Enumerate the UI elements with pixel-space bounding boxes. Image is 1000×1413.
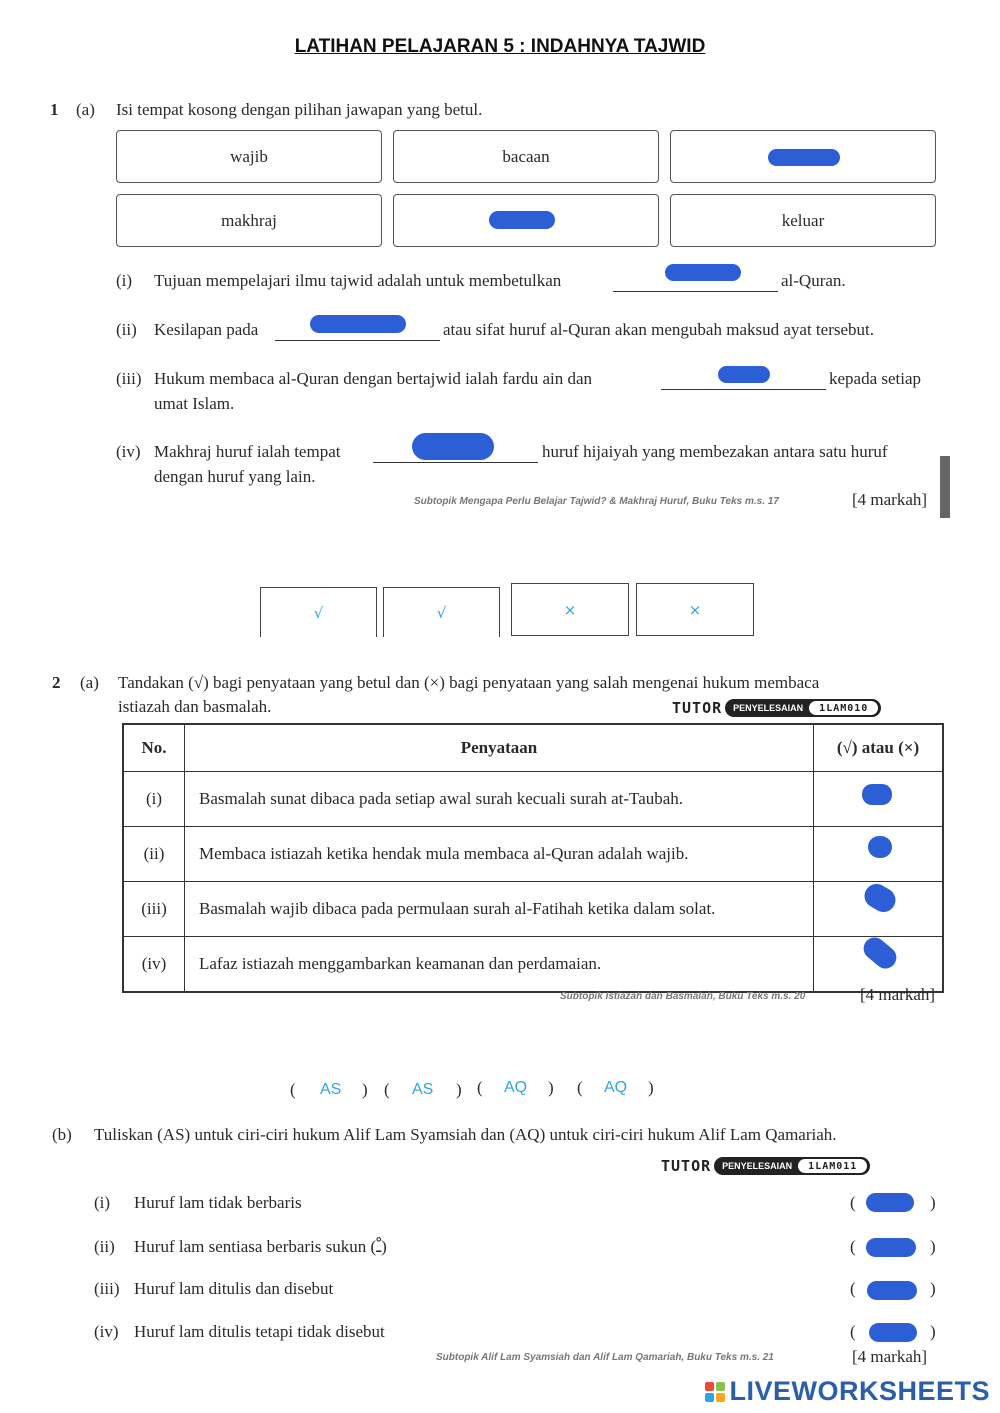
tutor-code: 1LAM010 <box>809 701 878 715</box>
q1-item-text: Makhraj huruf ialah tempat <box>154 442 341 461</box>
answer-box[interactable]: × <box>636 583 754 636</box>
option-box-makhraj[interactable] <box>116 194 382 247</box>
answer-blob <box>665 264 741 281</box>
row-number: (iii) <box>123 882 185 937</box>
header-penyataan: Penyataan <box>185 724 814 772</box>
paren-open: ( <box>850 1193 856 1212</box>
table-header-row <box>123 724 943 772</box>
q2b-item-text: Huruf lam ditulis dan disebut <box>134 1279 334 1298</box>
question-1-number: 1 <box>50 100 59 119</box>
table-row <box>123 937 943 993</box>
tutor-code: 1LAM011 <box>798 1159 867 1173</box>
option-box-bacaan[interactable] <box>393 130 659 183</box>
q1-item-text-after: atau sifat huruf al-Quran akan mengubah maksud ayat tersebut. <box>443 320 874 339</box>
row-statement: Basmalah wajib dibaca pada permulaan surah al-Fatihah ketika dalam solat. <box>185 882 814 937</box>
q2-source: Subtopik Istiazah dan Basmalah, Buku Teks m.s. 20 <box>560 991 806 1002</box>
answer-blob <box>862 784 892 805</box>
row-statement: Basmalah sunat dibaca pada setiap awal surah kecuali surah at-Taubah. <box>185 772 814 827</box>
logo-grid-icon <box>705 1382 725 1402</box>
question-1-instruction: Isi tempat kosong dengan pilihan jawapan yang betul. <box>116 100 483 119</box>
question-2b-instruction: Tuliskan (AS) untuk ciri-ciri hukum Alif Lam Syamsiah dan (AQ) untuk ciri-ciri hukum Alif Lam Qamariah. <box>94 1125 837 1144</box>
answer-box[interactable]: √ <box>260 587 377 637</box>
answer-blob[interactable] <box>866 1238 916 1257</box>
option-label: bacaan <box>502 146 550 166</box>
q1-item-text-after: huruf hijaiyah yang membezakan antara satu huruf <box>542 442 888 461</box>
table-row <box>123 772 943 827</box>
header-no: No. <box>123 724 185 772</box>
answer-blob[interactable] <box>866 1193 914 1212</box>
q1-item-text-after: al-Quran. <box>781 271 846 290</box>
tutor-pill <box>725 699 881 717</box>
answer-as-aq[interactable]: AS <box>412 1081 434 1098</box>
answer-blob <box>868 836 892 858</box>
q2b-item-number: (iv) <box>94 1322 119 1341</box>
answer-blob[interactable] <box>867 1281 917 1300</box>
tutor-word: TUTOR <box>661 1157 712 1175</box>
tutor-pill-label: PENYELESAIAN <box>733 703 804 713</box>
paren-close: ) <box>362 1080 368 1099</box>
q1-item-text-line2: umat Islam. <box>154 394 235 413</box>
answer-as-aq[interactable]: AQ <box>504 1079 528 1096</box>
row-statement: Lafaz istiazah menggambarkan keamanan dan perdamaian. <box>185 937 814 993</box>
option-box-keluar[interactable] <box>670 194 936 247</box>
q1-item-text-line2: dengan huruf yang lain. <box>154 467 316 486</box>
answer-box[interactable]: × <box>511 583 629 636</box>
answer-as-aq[interactable]: AS <box>320 1081 342 1098</box>
q2-marks: [4 markah] <box>860 985 936 1004</box>
answer-blob <box>310 315 406 333</box>
q2b-item-number: (iii) <box>94 1279 120 1298</box>
row-number: (ii) <box>123 827 185 882</box>
q1-item-number: (iv) <box>116 442 141 461</box>
option-redaction-blob <box>489 211 555 229</box>
statement-table <box>122 723 944 993</box>
q2b-marks: [4 markah] <box>852 1347 928 1366</box>
paren-open: ( <box>850 1237 856 1256</box>
paren-close: ) <box>648 1078 654 1097</box>
option-label: makhraj <box>221 210 277 230</box>
row-statement: Membaca istiazah ketika hendak mula membaca al-Quran adalah wajib. <box>185 827 814 882</box>
q2b-item-number: (ii) <box>94 1237 115 1256</box>
q1-item-text: Hukum membaca al-Quran dengan bertajwid ialah fardu ain dan <box>154 369 593 388</box>
q1-item-text: Kesilapan pada <box>154 320 259 339</box>
table-row <box>123 827 943 882</box>
q2b-item-number: (i) <box>94 1193 111 1212</box>
answer-blob[interactable] <box>869 1323 917 1342</box>
tutor-word: TUTOR <box>672 699 723 717</box>
question-1-part: (a) <box>76 100 95 119</box>
paren-close: ) <box>930 1279 936 1298</box>
option-box-wajib[interactable] <box>116 130 382 183</box>
paren-open: ( <box>850 1322 856 1341</box>
liveworksheets-logo <box>705 1376 990 1407</box>
row-number: (i) <box>123 772 185 827</box>
paren-open: ( <box>477 1078 483 1097</box>
q1-item-number: (i) <box>116 271 133 290</box>
paren-open: ( <box>384 1080 390 1099</box>
q1-item-number: (ii) <box>116 320 137 339</box>
option-label: wajib <box>230 146 268 166</box>
paren-open: ( <box>850 1279 856 1298</box>
q2b-item-text: Huruf lam sentiasa berbaris sukun (ـْ) <box>134 1237 387 1256</box>
tutor-badge <box>661 1156 870 1176</box>
row-number: (iv) <box>123 937 185 993</box>
q2b-source: Subtopik Alif Lam Syamsiah dan Alif Lam Qamariah, Buku Teks m.s. 21 <box>436 1352 774 1363</box>
question-2b-part: (b) <box>52 1125 72 1144</box>
paren-close: ) <box>548 1078 554 1097</box>
answer-box[interactable]: √ <box>383 587 500 637</box>
paren-open: ( <box>577 1078 583 1097</box>
option-label: keluar <box>781 210 825 230</box>
q1-item-text: Tujuan mempelajari ilmu tajwid adalah untuk membetulkan <box>154 271 562 290</box>
q1-marks: [4 markah] <box>852 490 928 509</box>
page-title: LATIHAN PELAJARAN 5 : INDAHNYA TAJWID <box>294 36 706 57</box>
q1-item-text-after: kepada setiap <box>829 369 922 388</box>
paren-close: ) <box>930 1193 936 1212</box>
q1-item-number: (iii) <box>116 369 142 388</box>
tutor-pill-label: PENYELESAIAN <box>722 1161 793 1171</box>
paren-close: ) <box>456 1080 462 1099</box>
paren-open: ( <box>290 1080 296 1099</box>
answer-blob <box>718 366 770 383</box>
answer-blob <box>412 433 494 460</box>
paren-close: ) <box>930 1237 936 1256</box>
answer-as-aq[interactable]: AQ <box>604 1079 628 1096</box>
option-redaction-blob <box>768 149 840 166</box>
tutor-pill <box>714 1157 870 1175</box>
question-2-part: (a) <box>80 673 99 692</box>
q2b-item-text: Huruf lam ditulis tetapi tidak disebut <box>134 1322 385 1341</box>
q1-source: Subtopik Mengapa Perlu Belajar Tajwid? & Makhraj Huruf, Buku Teks m.s. 17 <box>414 496 779 507</box>
q2b-item-text: Huruf lam tidak berbaris <box>134 1193 302 1212</box>
question-2-instruction-line2: istiazah dan basmalah. <box>118 697 272 716</box>
table-row <box>123 882 943 937</box>
brand-text: LIVEWORKSHEETS <box>729 1376 990 1406</box>
header-mark: (√) atau (×) <box>814 724 944 772</box>
tutor-badge <box>672 698 881 718</box>
page-edge-bar <box>940 456 950 518</box>
question-2-instruction: Tandakan (√) bagi penyataan yang betul dan (×) bagi penyataan yang salah mengenai hukum membaca <box>118 673 820 692</box>
question-2-number: 2 <box>52 673 61 692</box>
paren-close: ) <box>930 1322 936 1341</box>
